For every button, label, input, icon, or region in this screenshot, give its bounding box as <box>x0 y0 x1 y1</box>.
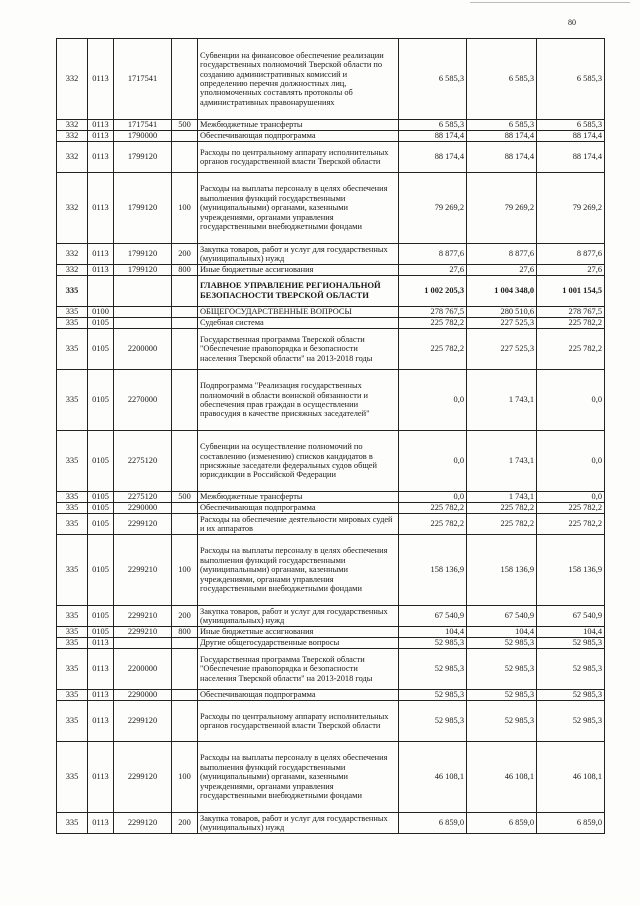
cell-target-article: 2299120 <box>114 742 172 813</box>
cell-section-code: 0113 <box>88 142 114 173</box>
cell-expense-type <box>172 431 198 492</box>
cell-expense-type: 100 <box>172 742 198 813</box>
cell-expense-type <box>172 514 198 535</box>
cell-amount-year-3: 88 174,4 <box>537 142 605 173</box>
cell-amount-year-3: 225 782,2 <box>537 514 605 535</box>
cell-name: Расходы на выплаты персоналу в целях обеспечения выполнения функций государственными (муниципальными) органами, казенными учреждениями, органами управления государственными внебюджетными фондами <box>198 535 399 606</box>
cell-amount-year-1: 6 585,3 <box>399 120 467 131</box>
cell-target-article: 2290000 <box>114 503 172 514</box>
cell-amount-year-1: 158 136,9 <box>399 535 467 606</box>
cell-amount-year-2: 52 985,3 <box>467 690 537 701</box>
cell-ministry-code: 335 <box>57 742 88 813</box>
cell-amount-year-3: 46 108,1 <box>537 742 605 813</box>
cell-expense-type <box>172 503 198 514</box>
cell-expense-type <box>172 370 198 431</box>
table-row <box>57 142 605 173</box>
cell-expense-type <box>172 329 198 370</box>
cell-amount-year-3: 88 174,4 <box>537 131 605 142</box>
cell-name: Субвенции на осуществление полномочий по составлению (изменению) списков кандидатов в присяжные заседатели федеральных судов общей юрисдикции в Российской Федерации <box>198 431 399 492</box>
cell-amount-year-2: 1 743,1 <box>467 492 537 503</box>
cell-name: Субвенции на финансовое обеспечение реализации государственных полномочий Тверской области по созданию административных комиссий и определению перечня должностных лиц, уполномоченных составлять протоколы об административных правонарушениях <box>198 39 399 120</box>
cell-amount-year-3: 52 985,3 <box>537 649 605 690</box>
cell-name: Закупка товаров, работ и услуг для государственных (муниципальных) нужд <box>198 606 399 627</box>
table-row <box>57 606 605 627</box>
cell-section-code: 0105 <box>88 503 114 514</box>
cell-target-article: 1799120 <box>114 244 172 265</box>
table-row <box>57 742 605 813</box>
table-row <box>57 307 605 318</box>
cell-amount-year-1: 52 985,3 <box>399 701 467 742</box>
scan-top-strip <box>470 2 630 3</box>
cell-section-code: 0105 <box>88 606 114 627</box>
page-number: 80 <box>568 18 576 27</box>
cell-name: Расходы по центральному аппарату исполнительных органов государственной власти Тверской области <box>198 142 399 173</box>
cell-name: Подпрограмма "Реализация государственных полномочий в области воинской обязанности и обеспечения прав граждан в осуществлении правосудия в качестве присяжных заседателей" <box>198 370 399 431</box>
cell-expense-type <box>172 131 198 142</box>
table-row <box>57 514 605 535</box>
cell-expense-type: 500 <box>172 492 198 503</box>
table-row <box>57 370 605 431</box>
cell-name: Обеспечивающая подпрограмма <box>198 131 399 142</box>
table-row <box>57 690 605 701</box>
cell-amount-year-3: 225 782,2 <box>537 503 605 514</box>
cell-amount-year-2: 225 782,2 <box>467 514 537 535</box>
cell-target-article: 2270000 <box>114 370 172 431</box>
cell-ministry-code: 332 <box>57 173 88 244</box>
cell-name: Другие общегосударственные вопросы <box>198 638 399 649</box>
cell-amount-year-2: 27,6 <box>467 265 537 276</box>
cell-ministry-code: 332 <box>57 120 88 131</box>
cell-amount-year-3: 79 269,2 <box>537 173 605 244</box>
cell-amount-year-3: 0,0 <box>537 431 605 492</box>
cell-section-code <box>88 276 114 307</box>
cell-section-code: 0105 <box>88 318 114 329</box>
cell-amount-year-3: 8 877,6 <box>537 244 605 265</box>
cell-name: ГЛАВНОЕ УПРАВЛЕНИЕ РЕГИОНАЛЬНОЙ БЕЗОПАСНОСТИ ТВЕРСКОЙ ОБЛАСТИ <box>198 276 399 307</box>
table-row <box>57 39 605 120</box>
cell-amount-year-3: 225 782,2 <box>537 318 605 329</box>
cell-amount-year-2: 46 108,1 <box>467 742 537 813</box>
cell-section-code: 0113 <box>88 649 114 690</box>
cell-amount-year-1: 0,0 <box>399 431 467 492</box>
cell-section-code: 0105 <box>88 627 114 638</box>
cell-amount-year-1: 1 002 205,3 <box>399 276 467 307</box>
cell-target-article: 1799120 <box>114 142 172 173</box>
cell-section-code: 0113 <box>88 39 114 120</box>
cell-ministry-code: 332 <box>57 39 88 120</box>
cell-expense-type <box>172 39 198 120</box>
cell-amount-year-3: 104,4 <box>537 627 605 638</box>
cell-section-code: 0113 <box>88 701 114 742</box>
cell-target-article <box>114 276 172 307</box>
cell-amount-year-3: 0,0 <box>537 492 605 503</box>
cell-expense-type: 200 <box>172 244 198 265</box>
cell-expense-type <box>172 318 198 329</box>
cell-section-code: 0113 <box>88 638 114 649</box>
table-row <box>57 276 605 307</box>
cell-target-article <box>114 307 172 318</box>
cell-ministry-code: 335 <box>57 649 88 690</box>
cell-section-code: 0113 <box>88 173 114 244</box>
cell-expense-type <box>172 638 198 649</box>
cell-ministry-code: 332 <box>57 142 88 173</box>
cell-expense-type <box>172 690 198 701</box>
cell-amount-year-2: 1 743,1 <box>467 431 537 492</box>
cell-amount-year-1: 225 782,2 <box>399 503 467 514</box>
cell-target-article: 2200000 <box>114 649 172 690</box>
cell-ministry-code: 332 <box>57 131 88 142</box>
cell-ministry-code: 335 <box>57 627 88 638</box>
cell-amount-year-1: 52 985,3 <box>399 649 467 690</box>
table-row <box>57 329 605 370</box>
cell-name: Обеспечивающая подпрограмма <box>198 690 399 701</box>
cell-amount-year-2: 1 004 348,0 <box>467 276 537 307</box>
table-row <box>57 131 605 142</box>
cell-amount-year-2: 158 136,9 <box>467 535 537 606</box>
cell-section-code: 0100 <box>88 307 114 318</box>
cell-name: Межбюджетные трансферты <box>198 492 399 503</box>
cell-amount-year-3: 52 985,3 <box>537 701 605 742</box>
cell-expense-type <box>172 142 198 173</box>
cell-amount-year-2: 6 859,0 <box>467 813 537 834</box>
cell-expense-type <box>172 701 198 742</box>
cell-amount-year-1: 46 108,1 <box>399 742 467 813</box>
cell-amount-year-3: 27,6 <box>537 265 605 276</box>
cell-target-article: 1790000 <box>114 131 172 142</box>
cell-target-article: 2299210 <box>114 606 172 627</box>
cell-ministry-code: 332 <box>57 244 88 265</box>
budget-table-body <box>57 39 605 834</box>
cell-name: Расходы по центральному аппарату исполнительных органов государственной власти Тверской области <box>198 701 399 742</box>
cell-amount-year-2: 52 985,3 <box>467 649 537 690</box>
cell-amount-year-1: 6 859,0 <box>399 813 467 834</box>
cell-target-article: 2290000 <box>114 690 172 701</box>
cell-ministry-code: 335 <box>57 701 88 742</box>
cell-target-article <box>114 638 172 649</box>
cell-target-article: 2299120 <box>114 813 172 834</box>
cell-section-code: 0113 <box>88 120 114 131</box>
cell-amount-year-1: 225 782,2 <box>399 318 467 329</box>
cell-ministry-code: 335 <box>57 431 88 492</box>
table-row <box>57 492 605 503</box>
cell-target-article: 2275120 <box>114 431 172 492</box>
table-row <box>57 503 605 514</box>
cell-ministry-code: 335 <box>57 690 88 701</box>
cell-target-article: 1717541 <box>114 39 172 120</box>
cell-amount-year-2: 6 585,3 <box>467 120 537 131</box>
cell-amount-year-2: 225 782,2 <box>467 503 537 514</box>
cell-section-code: 0113 <box>88 131 114 142</box>
cell-ministry-code: 332 <box>57 265 88 276</box>
cell-section-code: 0105 <box>88 370 114 431</box>
cell-amount-year-3: 0,0 <box>537 370 605 431</box>
cell-ministry-code: 335 <box>57 514 88 535</box>
cell-expense-type: 800 <box>172 627 198 638</box>
cell-amount-year-3: 6 585,3 <box>537 39 605 120</box>
cell-section-code: 0105 <box>88 431 114 492</box>
table-row <box>57 244 605 265</box>
cell-target-article: 1799120 <box>114 173 172 244</box>
cell-section-code: 0105 <box>88 329 114 370</box>
cell-amount-year-1: 67 540,9 <box>399 606 467 627</box>
cell-amount-year-1: 52 985,3 <box>399 638 467 649</box>
cell-name: Расходы на выплаты персоналу в целях обеспечения выполнения функций государственными (муниципальными) органами, казенными учреждениями, органами управления государственными внебюджетными фондами <box>198 173 399 244</box>
cell-target-article: 2200000 <box>114 329 172 370</box>
cell-amount-year-2: 1 743,1 <box>467 370 537 431</box>
cell-ministry-code: 335 <box>57 276 88 307</box>
cell-name: Закупка товаров, работ и услуг для государственных (муниципальных) нужд <box>198 813 399 834</box>
table-row <box>57 535 605 606</box>
cell-ministry-code: 335 <box>57 503 88 514</box>
cell-amount-year-3: 1 001 154,5 <box>537 276 605 307</box>
cell-amount-year-2: 79 269,2 <box>467 173 537 244</box>
cell-expense-type: 500 <box>172 120 198 131</box>
cell-section-code: 0113 <box>88 742 114 813</box>
cell-expense-type: 100 <box>172 535 198 606</box>
cell-amount-year-2: 227 525,3 <box>467 318 537 329</box>
cell-amount-year-1: 0,0 <box>399 370 467 431</box>
table-row <box>57 265 605 276</box>
table-row <box>57 649 605 690</box>
cell-name: Расходы на выплаты персоналу в целях обеспечения выполнения функций государственными (муниципальными) органами, казенными учреждениями, органами управления государственными внебюджетными фондами <box>198 742 399 813</box>
cell-amount-year-1: 88 174,4 <box>399 131 467 142</box>
cell-amount-year-3: 6 859,0 <box>537 813 605 834</box>
cell-target-article: 1799120 <box>114 265 172 276</box>
cell-amount-year-2: 6 585,3 <box>467 39 537 120</box>
cell-name: Иные бюджетные ассигнования <box>198 265 399 276</box>
cell-amount-year-2: 104,4 <box>467 627 537 638</box>
cell-ministry-code: 335 <box>57 329 88 370</box>
cell-amount-year-1: 79 269,2 <box>399 173 467 244</box>
cell-ministry-code: 335 <box>57 370 88 431</box>
cell-name: Государственная программа Тверской области "Обеспечение правопорядка и безопасности населения Тверской области" на 2013-2018 годы <box>198 649 399 690</box>
cell-section-code: 0113 <box>88 244 114 265</box>
cell-amount-year-1: 225 782,2 <box>399 514 467 535</box>
cell-section-code: 0105 <box>88 535 114 606</box>
table-row <box>57 627 605 638</box>
cell-ministry-code: 335 <box>57 492 88 503</box>
cell-amount-year-3: 158 136,9 <box>537 535 605 606</box>
cell-amount-year-1: 52 985,3 <box>399 690 467 701</box>
cell-name: ОБЩЕГОСУДАРСТВЕННЫЕ ВОПРОСЫ <box>198 307 399 318</box>
cell-target-article: 2275120 <box>114 492 172 503</box>
cell-name: Иные бюджетные ассигнования <box>198 627 399 638</box>
cell-section-code: 0105 <box>88 514 114 535</box>
table-row <box>57 638 605 649</box>
cell-amount-year-1: 8 877,6 <box>399 244 467 265</box>
cell-ministry-code: 335 <box>57 307 88 318</box>
table-row <box>57 813 605 834</box>
table-row <box>57 431 605 492</box>
cell-amount-year-1: 27,6 <box>399 265 467 276</box>
cell-amount-year-2: 280 510,6 <box>467 307 537 318</box>
cell-expense-type: 800 <box>172 265 198 276</box>
cell-ministry-code: 335 <box>57 318 88 329</box>
cell-amount-year-2: 227 525,3 <box>467 329 537 370</box>
cell-target-article: 2299210 <box>114 535 172 606</box>
cell-target-article: 1717541 <box>114 120 172 131</box>
cell-name: Государственная программа Тверской области "Обеспечение правопорядка и безопасности населения Тверской области" на 2013-2018 годы <box>198 329 399 370</box>
cell-section-code: 0105 <box>88 492 114 503</box>
table-row <box>57 120 605 131</box>
table-row <box>57 318 605 329</box>
cell-target-article: 2299120 <box>114 514 172 535</box>
cell-expense-type: 200 <box>172 606 198 627</box>
cell-amount-year-1: 278 767,5 <box>399 307 467 318</box>
cell-name: Расходы на обеспечение деятельности мировых судей и их аппаратов <box>198 514 399 535</box>
cell-amount-year-2: 67 540,9 <box>467 606 537 627</box>
cell-ministry-code: 335 <box>57 813 88 834</box>
cell-ministry-code: 335 <box>57 638 88 649</box>
cell-target-article <box>114 318 172 329</box>
cell-amount-year-1: 0,0 <box>399 492 467 503</box>
cell-amount-year-1: 225 782,2 <box>399 329 467 370</box>
cell-ministry-code: 335 <box>57 606 88 627</box>
cell-name: Межбюджетные трансферты <box>198 120 399 131</box>
cell-expense-type <box>172 307 198 318</box>
cell-amount-year-2: 88 174,4 <box>467 142 537 173</box>
cell-amount-year-2: 52 985,3 <box>467 638 537 649</box>
cell-expense-type <box>172 649 198 690</box>
budget-table <box>56 38 605 834</box>
cell-amount-year-1: 104,4 <box>399 627 467 638</box>
cell-amount-year-2: 52 985,3 <box>467 701 537 742</box>
cell-expense-type <box>172 276 198 307</box>
cell-target-article: 2299210 <box>114 627 172 638</box>
cell-expense-type: 200 <box>172 813 198 834</box>
cell-amount-year-2: 88 174,4 <box>467 131 537 142</box>
table-row <box>57 701 605 742</box>
cell-amount-year-3: 52 985,3 <box>537 690 605 701</box>
cell-ministry-code: 335 <box>57 535 88 606</box>
cell-amount-year-1: 6 585,3 <box>399 39 467 120</box>
cell-section-code: 0113 <box>88 265 114 276</box>
cell-amount-year-3: 67 540,9 <box>537 606 605 627</box>
cell-amount-year-2: 8 877,6 <box>467 244 537 265</box>
cell-name: Обеспечивающая подпрограмма <box>198 503 399 514</box>
table-row <box>57 173 605 244</box>
cell-amount-year-3: 6 585,3 <box>537 120 605 131</box>
cell-amount-year-3: 52 985,3 <box>537 638 605 649</box>
cell-amount-year-1: 88 174,4 <box>399 142 467 173</box>
cell-section-code: 0113 <box>88 690 114 701</box>
cell-section-code: 0113 <box>88 813 114 834</box>
cell-amount-year-3: 225 782,2 <box>537 329 605 370</box>
cell-name: Судебная система <box>198 318 399 329</box>
cell-target-article: 2299120 <box>114 701 172 742</box>
cell-name: Закупка товаров, работ и услуг для государственных (муниципальных) нужд <box>198 244 399 265</box>
cell-amount-year-3: 278 767,5 <box>537 307 605 318</box>
cell-expense-type: 100 <box>172 173 198 244</box>
